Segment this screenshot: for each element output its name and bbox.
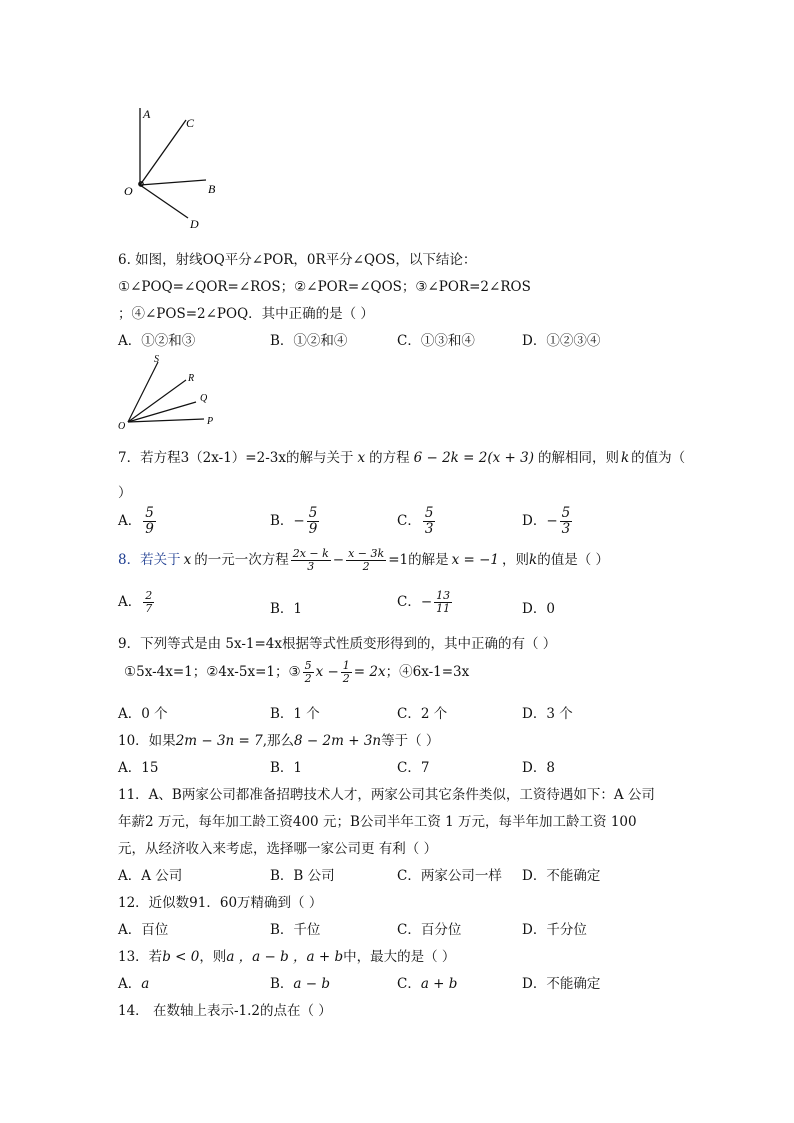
q10-text-pre: 10．如果: [118, 733, 176, 749]
frac-den: 3: [424, 521, 434, 537]
q7-equation: 6 − 2k = 2(x + 3): [413, 450, 534, 466]
q10-line1: [118, 729, 439, 749]
q6-option-a[interactable]: A．①②和③: [118, 333, 196, 349]
frac-den: 11: [436, 602, 451, 615]
option-label: D．: [522, 513, 547, 529]
frac-num: 5: [561, 505, 571, 521]
q8-frac1-num: 2x − k: [292, 547, 329, 560]
label-c: C: [186, 116, 195, 130]
q8-text-pre: 8．若关于: [118, 552, 181, 568]
q13-items: a ，a − b ，a + b: [226, 949, 344, 965]
q8-frac2-num: x − 3k: [348, 547, 385, 560]
q9-option-b[interactable]: B．1 个: [270, 706, 320, 722]
ray-os: [128, 362, 158, 422]
q9-fa-num: 5: [304, 659, 312, 672]
q6-line1: 6. 如图，射线OQ平分∠POR，0R平分∠QOS，以下结论：: [118, 252, 477, 268]
option-expr: a − b: [293, 976, 331, 992]
q10-expr2: 8 − 2m + 3n: [294, 733, 382, 749]
label-o2: O: [118, 421, 126, 430]
q10-option-d[interactable]: D．8: [522, 760, 555, 776]
q11-option-b[interactable]: B．B 公司: [270, 868, 335, 884]
q9-s1: ①5x-4x=1；②4x-5x=1；③: [124, 664, 301, 680]
q8-var-x: x: [183, 552, 192, 568]
q10-expr1: 2m − 3n = 7: [175, 733, 263, 749]
q12-option-d[interactable]: D．千分位: [522, 922, 587, 938]
q9-option-d[interactable]: D．3 个: [522, 706, 573, 722]
ray-oc: [140, 120, 186, 185]
option-label: A．: [118, 976, 142, 992]
q11-line2: 年薪2 万元，每年加工龄工资400 元；B公司半年工资 1 万元，每半年加工龄工资 100: [118, 814, 637, 830]
option-text: 1: [293, 601, 303, 617]
q6-line3: ；④∠POS=2∠POQ．其中正确的是（ ）: [118, 306, 374, 322]
q8-text-post2: 的值是（ ）: [537, 552, 609, 568]
frac-num: 13: [436, 589, 451, 602]
q8-option-a[interactable]: [118, 590, 156, 615]
q10-option-c[interactable]: C．7: [397, 760, 430, 776]
q9-mid2: = 2x: [353, 664, 386, 680]
ray-oq: [128, 402, 196, 422]
q8-text-mid: 的一元一次方程: [194, 552, 289, 568]
q8-eq: =1: [388, 552, 409, 568]
frac-num: 2: [145, 589, 153, 602]
label-r: R: [188, 373, 195, 384]
q8-var-k: k: [529, 552, 538, 568]
option-label: C．: [397, 513, 421, 529]
q8-text-mid2: 的解是: [408, 552, 449, 568]
ray-od: [140, 185, 188, 218]
q6-option-d[interactable]: D．①②③④: [522, 333, 601, 349]
q11-line3: 元，从经济收入来考虑，选择哪一家公司更 有利（ ）: [118, 841, 438, 857]
q10-text-mid: ,那么: [262, 733, 295, 749]
q6-option-c[interactable]: C．①③和④: [397, 333, 475, 349]
q13-text-pre: 13．若: [118, 949, 163, 965]
option-text: 0: [546, 601, 555, 617]
q7-text-mid: 的方程: [369, 450, 410, 466]
figure-rays-abcd: [118, 100, 228, 230]
q13-option-d[interactable]: [522, 972, 600, 992]
q12-option-b[interactable]: B．千位: [270, 922, 321, 938]
q8-option-b[interactable]: [270, 597, 302, 617]
q8-text-post: ，则: [502, 552, 530, 568]
frac-den: 3: [561, 521, 571, 537]
q11-option-d[interactable]: D．不能确定: [522, 868, 601, 884]
option-label: C．: [397, 976, 421, 992]
frac-den: 9: [145, 521, 154, 537]
figure-rays-pqrs: [116, 352, 226, 430]
q7-text-pre: 7．若方程3（2x-1）=2-3x的解与关于: [118, 450, 354, 466]
q7-option-a[interactable]: [118, 506, 158, 537]
q7-text-post2: 的值为（: [631, 450, 686, 466]
frac-num: 5: [424, 505, 434, 521]
q6-option-b[interactable]: B．①②和④: [270, 333, 348, 349]
option-sign: −: [546, 513, 558, 529]
option-label: D．: [522, 976, 547, 992]
q8-option-d[interactable]: [522, 597, 555, 617]
option-text: 不能确定: [546, 976, 601, 992]
q9-fb-num: 1: [342, 659, 350, 672]
label-q: Q: [200, 393, 208, 404]
q7-line2: ）: [118, 485, 132, 501]
q9-line1: 9．下列等式是由 5x-1=4x根据等式性质变形得到的，其中正确的有（ ）: [118, 636, 557, 652]
frac-den: 9: [308, 521, 318, 537]
q13-text-mid: ，则: [199, 949, 227, 965]
q7-var-x: x: [357, 450, 366, 466]
q12-option-a[interactable]: A．百位: [118, 922, 169, 938]
q10-option-b[interactable]: B．1: [270, 760, 303, 776]
q8-frac2-den: 2: [362, 560, 370, 573]
option-label: B．: [270, 976, 294, 992]
label-a: A: [143, 107, 151, 121]
option-sign: −: [293, 513, 305, 529]
q7-var-k: k: [620, 450, 630, 466]
ray-or: [128, 380, 186, 422]
q9-option-c[interactable]: C．2 个: [397, 706, 448, 722]
q12-line1: 12．近似数91．60万精确到（ ）: [118, 895, 323, 911]
q9-fb-den: 2: [342, 672, 350, 685]
label-s: S: [154, 354, 159, 365]
frac-num: 5: [145, 505, 154, 521]
q9-fa-den: 2: [304, 672, 312, 685]
q8-option-c[interactable]: [397, 590, 454, 615]
q13-option-c[interactable]: [397, 972, 457, 992]
q11-option-c[interactable]: C．两家公司一样: [397, 868, 502, 884]
q9-option-a[interactable]: A．0 个: [118, 706, 168, 722]
option-sign: −: [420, 594, 433, 610]
label-b: B: [208, 182, 216, 196]
q7-option-d[interactable]: [522, 506, 574, 537]
q9-s4: ；④6x-1=3x: [385, 664, 470, 680]
option-label: B．: [270, 513, 294, 529]
q14-line1: 14． 在数轴上表示-1.2的点在（ ）: [118, 1003, 332, 1019]
label-p: P: [207, 416, 214, 427]
q8-line1: [118, 548, 609, 573]
q13-condition: b < 0: [162, 949, 200, 965]
label-d: D: [190, 217, 199, 230]
q9-mid: x −: [315, 664, 339, 680]
option-label: A．: [118, 513, 142, 529]
option-label: D．: [522, 601, 547, 617]
label-o: O: [124, 184, 133, 198]
q10-text-post: 等于（ ）: [381, 733, 440, 749]
frac-den: 7: [145, 602, 153, 615]
option-label: C．: [397, 594, 421, 610]
q10-option-a[interactable]: A．15: [118, 760, 159, 776]
q12-option-c[interactable]: C．百分位: [397, 922, 462, 938]
q7-line1: [118, 446, 685, 466]
q9-statements: [124, 660, 469, 685]
q13-option-b[interactable]: [270, 972, 330, 992]
q8-minus: −: [332, 552, 345, 568]
q13-line1: [118, 945, 455, 965]
ray-op: [128, 419, 204, 422]
q8-solution: x = −1: [451, 552, 500, 568]
option-label: A．: [118, 594, 142, 610]
q6-line2: ①∠POQ=∠QOR=∠ROS；②∠POR=∠QOS；③∠POR=2∠ROS: [118, 279, 531, 295]
frac-num: 5: [308, 505, 318, 521]
q8-frac1-den: 3: [307, 560, 315, 573]
q7-text-post: 的解相同，则: [537, 450, 619, 466]
q11-option-a[interactable]: A．A 公司: [118, 868, 183, 884]
q13-option-a[interactable]: [118, 972, 149, 992]
q13-text-post: 中，最大的是（ ）: [343, 949, 456, 965]
q7-option-b[interactable]: [270, 506, 321, 537]
q7-option-c[interactable]: [397, 506, 437, 537]
option-label: B．: [270, 601, 294, 617]
ray-ob: [140, 180, 206, 185]
option-expr: a: [141, 976, 150, 992]
option-expr: a + b: [420, 976, 458, 992]
q11-line1: 11．A、B两家公司都准备招聘技术人才，两家公司其它条件类似，工资待遇如下：A 公司: [118, 787, 655, 803]
